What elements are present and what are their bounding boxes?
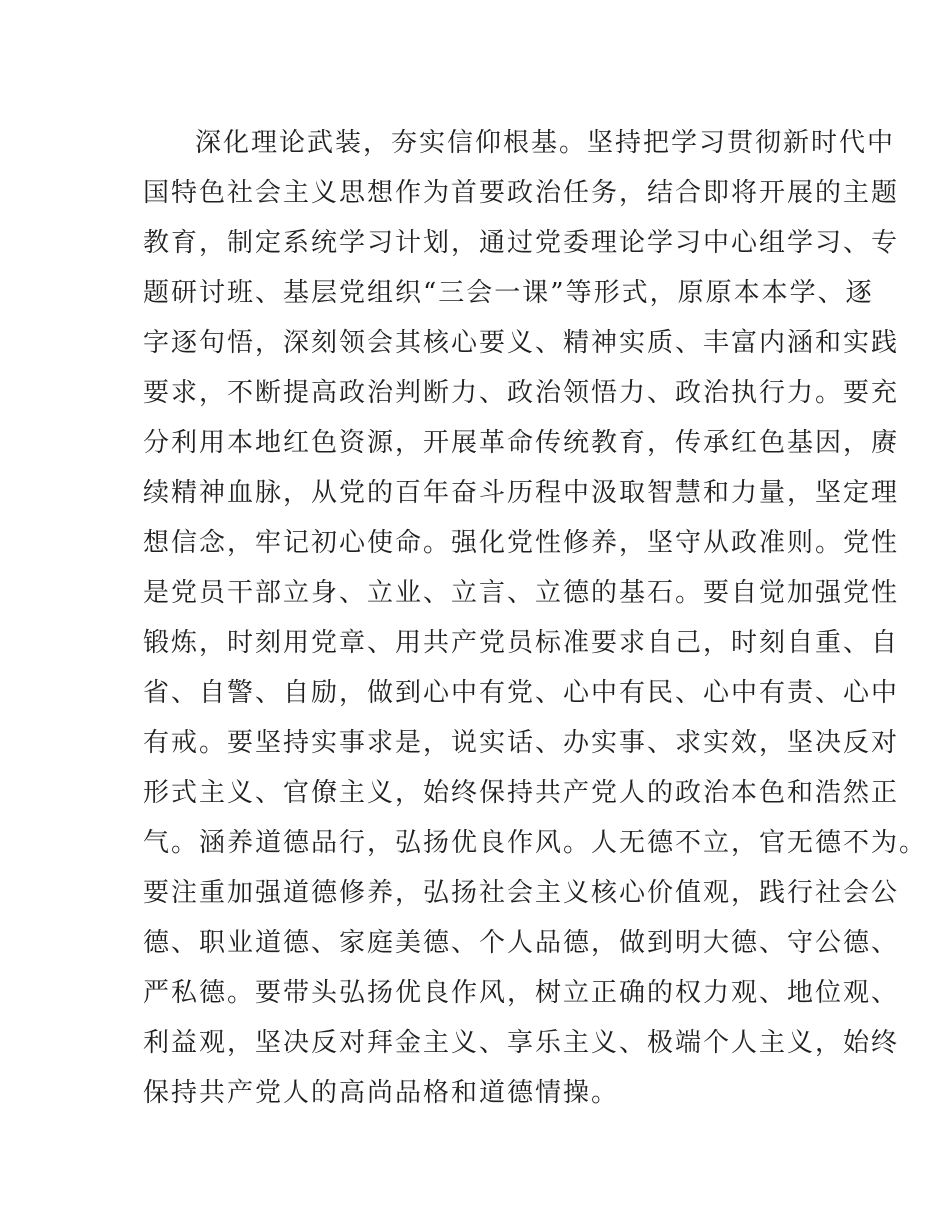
text-line: 续精神血脉，从党的百年奋斗历程中汲取智慧和力量，坚定理 bbox=[143, 478, 900, 508]
text-line: 形式主义、官僚主义，始终保持共产党人的政治本色和浩然正 bbox=[143, 778, 900, 808]
text-line: 德、职业道德、家庭美德、个人品德，做到明大德、守公德、 bbox=[143, 928, 900, 958]
text-line: 气。涵养道德品行，弘扬优良作风。人无德不立，官无德不为。 bbox=[143, 828, 928, 858]
text-line: 是党员干部立身、立业、立言、立德的基石。要自觉加强党性 bbox=[143, 578, 900, 608]
text-line: 要求，不断提高政治判断力、政治领悟力、政治执行力。要充 bbox=[143, 378, 900, 408]
text-line: 分利用本地红色资源，开展革命传统教育，传承红色基因，赓 bbox=[143, 428, 900, 458]
text-line: 利益观，坚决反对拜金主义、享乐主义、极端个人主义，始终 bbox=[143, 1028, 900, 1058]
text-line: 教育，制定系统学习计划，通过党委理论学习中心组学习、专 bbox=[143, 228, 900, 258]
body-paragraph bbox=[143, 118, 928, 1118]
text-line: 字逐句悟，深刻领会其核心要义、精神实质、丰富内涵和实践 bbox=[143, 328, 900, 358]
text-line: 有戒。要坚持实事求是，说实话、办实事、求实效，坚决反对 bbox=[143, 728, 900, 758]
text-line: 要注重加强道德修养，弘扬社会主义核心价值观，践行社会公 bbox=[143, 878, 900, 908]
text-line: 题研讨班、基层党组织“三会一课”等形式，原原本本学、逐 bbox=[143, 278, 874, 308]
text-line: 省、自警、自励，做到心中有党、心中有民、心中有责、心中 bbox=[143, 678, 900, 708]
text-line: 严私德。要带头弘扬优良作风，树立正确的权力观、地位观、 bbox=[143, 978, 900, 1008]
text-line: 想信念，牢记初心使命。强化党性修养，坚守从政准则。党性 bbox=[143, 528, 900, 558]
text-line: 深化理论武装，夯实信仰根基。坚持把学习贯彻新时代中 bbox=[195, 128, 896, 158]
text-line: 国特色社会主义思想作为首要政治任务，结合即将开展的主题 bbox=[143, 178, 900, 208]
text-line: 保持共产党人的高尚品格和道德情操。 bbox=[143, 1078, 620, 1108]
text-line: 锻炼，时刻用党章、用共产党员标准要求自己，时刻自重、自 bbox=[143, 628, 900, 658]
